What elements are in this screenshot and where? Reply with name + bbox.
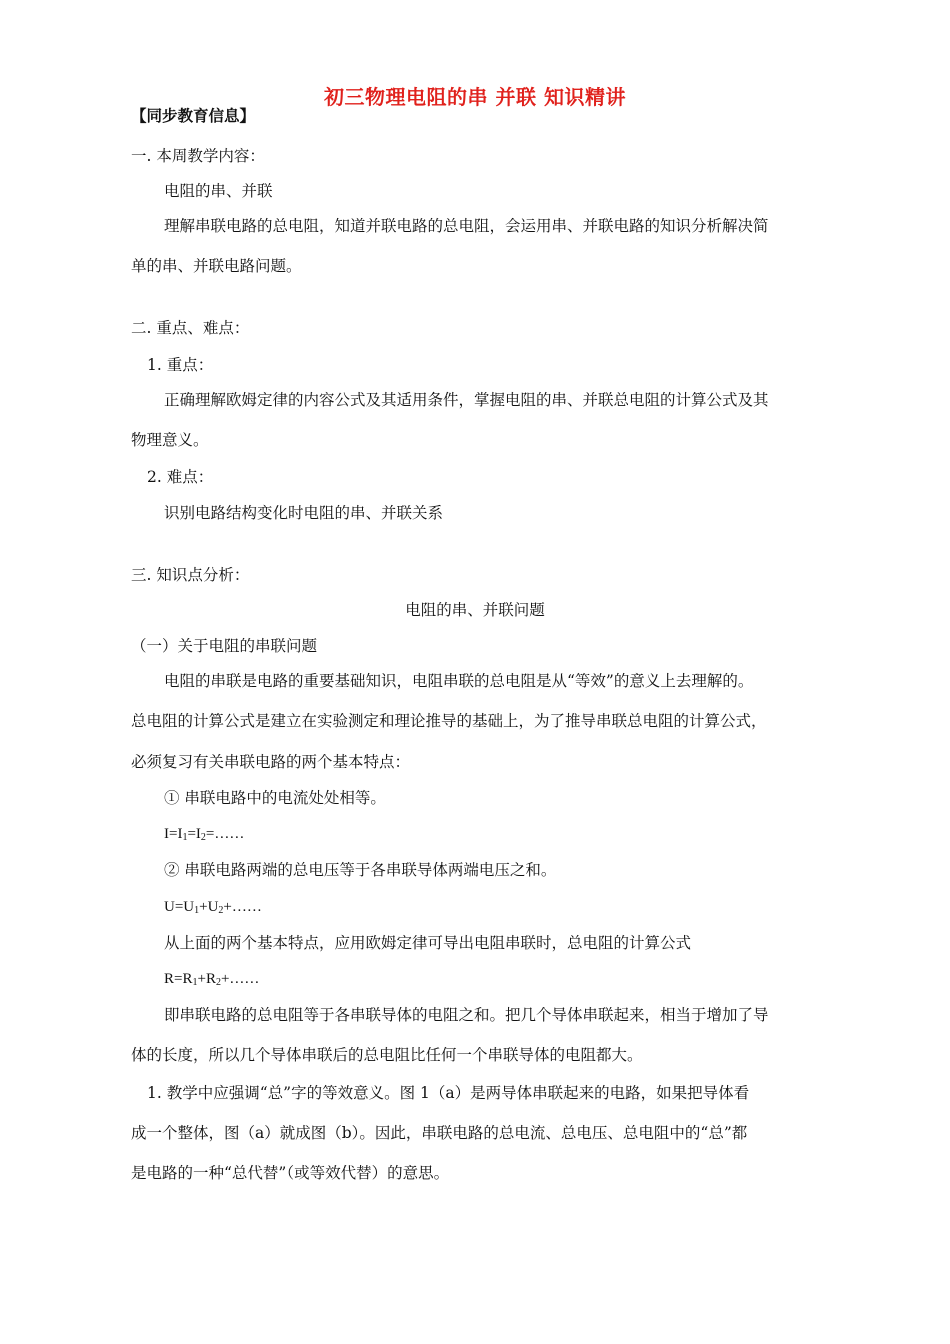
- section-3-subtitle: 电阻的串、并联问题: [405, 601, 545, 619]
- feature-1-text: ① 串联电路中的电流处处相等。: [164, 789, 386, 807]
- section-3-heading: 三. 知识点分析：: [131, 566, 250, 584]
- difficulty-text: 识别电路结构变化时电阻的串、并联关系: [164, 504, 444, 522]
- para-1-line-1: 电阻的串联是电路的重要基础知识，电阻串联的总电阻是从“等效”的意义上去理解的。: [164, 672, 754, 690]
- header-tag: 【同步教育信息】: [131, 107, 256, 125]
- feature-1-formula: $I=I_1=I_2=\dots\dots$: [164, 826, 245, 843]
- para-4-line-2: 成一个整体，图（a）就成图（b）。因此，串联电路的总电流、总电压、总电阻中的“总”都: [131, 1124, 748, 1142]
- feature-2-formula: $U=U_1+U_2+\dots\dots$: [164, 899, 262, 916]
- para-1-line-2: 总电阻的计算公式是建立在实验测定和理论推导的基础上，为了推导串联总电阻的计算公式，: [131, 712, 767, 730]
- section-2-heading: 二. 重点、难点：: [131, 319, 250, 337]
- part-1-heading: （一）关于电阻的串联问题: [131, 637, 318, 655]
- para-1-line-3: 必须复习有关串联电路的两个基本特点：: [131, 753, 411, 771]
- section-1-heading: 一. 本周教学内容：: [131, 147, 265, 165]
- section-1-desc-line-2: 单的串、并联电路问题。: [131, 257, 302, 275]
- para-2: 从上面的两个基本特点，应用欧姆定律可导出电阻串联时，总电阻的计算公式: [164, 934, 692, 952]
- para-3-line-2: 体的长度，所以几个导体串联后的总电阻比任何一个串联导体的电阻都大。: [131, 1046, 643, 1064]
- difficulty-label: 2. 难点：: [147, 468, 214, 486]
- para-4-line-3: 是电路的一种“总代替”（或等效代替）的意思。: [131, 1164, 450, 1182]
- feature-2-text: ② 串联电路两端的总电压等于各串联导体两端电压之和。: [164, 861, 557, 879]
- key-point-line-1: 正确理解欧姆定律的内容公式及其适用条件，掌握电阻的串、并联总电阻的计算公式及其: [164, 391, 769, 409]
- para-3-line-1: 即串联电路的总电阻等于各串联导体的电阻之和。把几个导体串联起来，相当于增加了导: [164, 1006, 769, 1024]
- key-point-line-2: 物理意义。: [131, 431, 209, 449]
- document-title: 初三物理电阻的串 并联 知识精讲: [324, 85, 626, 109]
- key-point-label: 1. 重点：: [147, 356, 214, 374]
- feature-3-formula: $R=R_1+R_2+\dots\dots$: [164, 971, 260, 988]
- section-1-desc-line-1: 理解串联电路的总电阻，知道并联电路的总电阻，会运用串、并联电路的知识分析解决简: [164, 217, 769, 235]
- para-4-line-1: 1. 教学中应强调“总”字的等效意义。图 1（a）是两导体串联起来的电路，如果把导体看: [147, 1084, 750, 1102]
- section-1-topic: 电阻的串、并联: [164, 182, 273, 200]
